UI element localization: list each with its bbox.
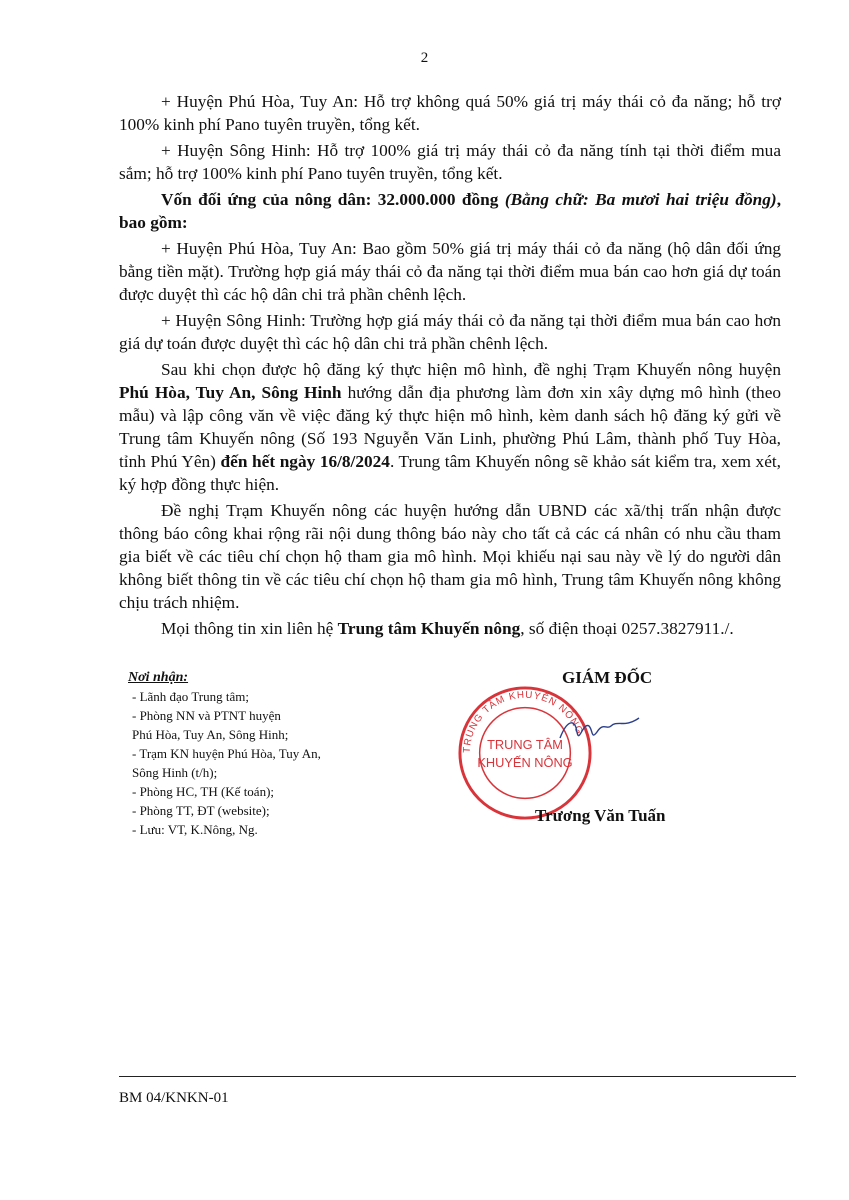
body-paragraph: [119, 139, 781, 185]
recipient-item: - Phòng NN và PTNT huyện: [132, 708, 281, 723]
recipient-item: - Phòng TT, ĐT (website);: [132, 803, 270, 818]
paragraph-text: . Trung tâm Khuyến nông sẽ khảo sát kiểm tra, xem xét, ký hợp đồng thực hiện.: [119, 452, 781, 494]
recipient-item: - Phòng HC, TH (Kế toán);: [132, 784, 275, 799]
body-paragraph: [119, 617, 781, 640]
recipients-block: [119, 668, 449, 839]
recipient-item: Sông Hinh (t/h);: [132, 765, 218, 780]
handwritten-signature: [555, 700, 645, 760]
recipients-list: [119, 687, 449, 839]
paragraph-text: , bao gồm:: [119, 190, 782, 232]
page-number: 2: [420, 50, 429, 66]
body-paragraph: [119, 358, 781, 496]
recipient-item: - Trạm KN huyện Phú Hòa, Tuy An,: [132, 746, 321, 761]
paragraph-text: + Huyện Phú Hòa, Tuy An: Bao gồm 50% giá trị máy thái cỏ đa năng (hộ dân đối ứng bằng tiền mặt). Trường hợp giá máy thái cỏ đa năng tại thời điểm mua bán cao hơn giá dự toán được duyệt thì các hộ dân chi trả phần chênh lệch.: [119, 239, 781, 304]
paragraph-text: + Huyện Sông Hinh: Hỗ trợ 100% giá trị máy thái cỏ đa năng tính tại thời điểm mua sắm; hỗ trợ 100% kinh phí Pano tuyên truyền, tổng kết.: [119, 141, 781, 183]
body-paragraph: [119, 237, 781, 306]
paragraph-text: Trung tâm Khuyến nông: [337, 619, 521, 638]
document-body: [119, 90, 781, 643]
body-paragraph: [119, 90, 781, 136]
recipient-item: - Lãnh đạo Trung tâm;: [132, 689, 249, 704]
paragraph-text: Sau khi chọn được hộ đăng ký thực hiện mô hình, đề nghị Trạm Khuyến nông huyện: [161, 360, 781, 379]
paragraph-text: đến hết ngày 16/8/2024: [220, 452, 390, 471]
recipients-title: Nơi nhận:: [128, 670, 189, 685]
signer-name: Trương Văn Tuấn: [535, 806, 666, 825]
recipient-item: - Lưu: VT, K.Nông, Ng.: [132, 822, 258, 837]
body-paragraph: [119, 309, 781, 355]
form-code: BM 04/KNKN-01: [119, 1090, 229, 1106]
signer-title: GIÁM ĐỐC: [562, 668, 653, 687]
body-paragraph: [119, 499, 781, 614]
paragraph-text: , số điện thoại 0257.3827911./.: [520, 619, 734, 638]
svg-text:TRUNG TÂM: TRUNG TÂM: [487, 737, 563, 753]
paragraph-text: (Bằng chữ: Ba mươi hai triệu đồng): [504, 190, 777, 209]
paragraph-text: hướng dẫn địa phương làm đơn xin xây dựng mô hình (theo mẫu) và lập công văn về việc đăng ký thực hiện mô hình, kèm danh sách hộ đăng ký gửi về Trung tâm Khuyến nông (Số 193 Nguyễn Văn Linh, phường Phú Lâm, thành phố Tuy Hòa, tỉnh Phú Yên): [119, 383, 782, 471]
paragraph-text: Vốn đối ứng của nông dân: 32.000.000 đồng: [161, 190, 505, 209]
footer-rule: [119, 1076, 796, 1077]
svg-text:TRUNG TÂM KHUYẾN NÔNG: TRUNG TÂM KHUYẾN NÔNG: [461, 689, 585, 754]
paragraph-text: + Huyện Sông Hinh: Trường hợp giá máy thái cỏ đa năng tại thời điểm mua bán cao hơn giá dự toán được duyệt thì các hộ dân chi trả phần chênh lệch.: [119, 311, 781, 353]
paragraph-text: + Huyện Phú Hòa, Tuy An: Hỗ trợ không quá 50% giá trị máy thái cỏ đa năng; hỗ trợ 100% kinh phí Pano tuyên truyền, tổng kết.: [119, 92, 781, 134]
paragraph-text: Mọi thông tin xin liên hệ: [161, 619, 338, 638]
recipient-item: Phú Hòa, Tuy An, Sông Hinh;: [132, 727, 289, 742]
body-paragraph: [119, 188, 781, 234]
svg-text:KHUYẾN NÔNG: KHUYẾN NÔNG: [477, 754, 573, 770]
paragraph-text: Đề nghị Trạm Khuyến nông các huyện hướng dẫn UBND các xã/thị trấn nhận được thông báo công khai rộng rãi nội dung thông báo này cho tất cả các cá nhân có nhu cầu tham gia biết về các tiêu chí chọn hộ tham gia mô hình. Mọi khiếu nại sau này về lý do người dân không biết thông tin về các tiêu chí chọn hộ tham gia mô hình, Trung tâm Khuyến nông không chịu trách nhiệm.: [119, 501, 781, 612]
paragraph-text: Phú Hòa, Tuy An, Sông Hinh: [119, 383, 342, 402]
